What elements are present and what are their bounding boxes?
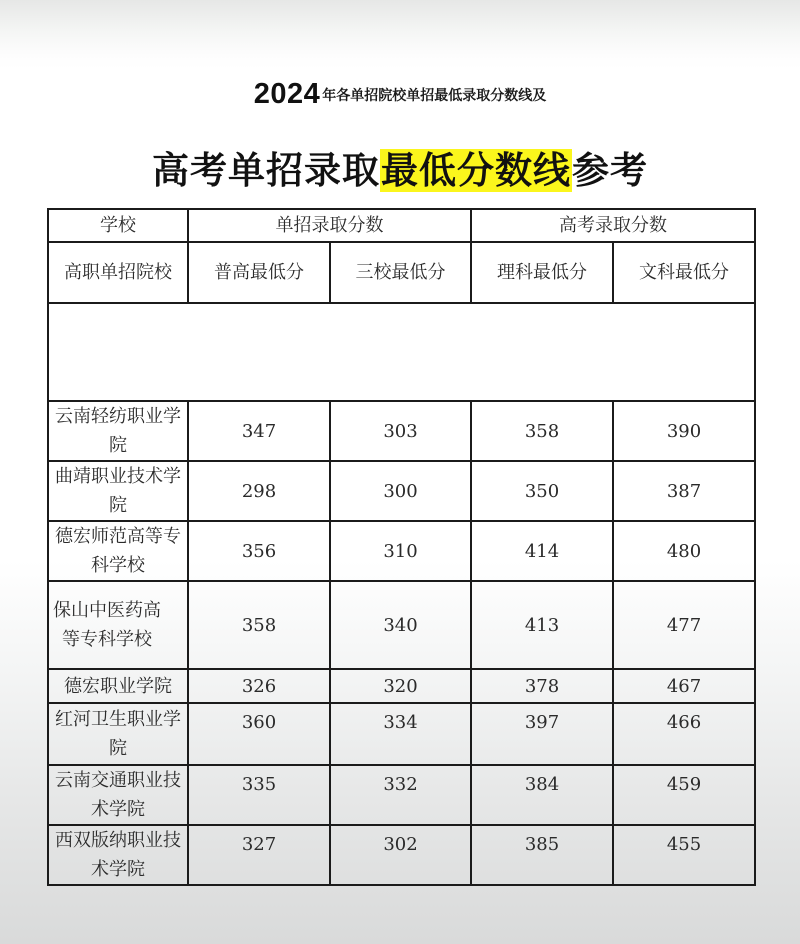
table-row [48,401,755,461]
science-min-score: 384 [471,765,613,825]
three-school-min-score: 334 [330,703,471,765]
general-min-score: 335 [188,765,330,825]
general-min-score: 358 [188,581,330,669]
liberal-min-score: 459 [613,765,755,825]
table-row [48,765,755,825]
empty-cell [48,303,755,401]
science-min-score: 350 [471,461,613,521]
liberal-min-score: 466 [613,703,755,765]
school-name: 德宏职业学院 [48,669,188,703]
table-row [48,461,755,521]
school-name: 西双版纳职业技术学院 [48,825,188,885]
science-min-score: 378 [471,669,613,703]
table-row [48,825,755,885]
science-min-score: 397 [471,703,613,765]
three-school-min-score: 332 [330,765,471,825]
school-name: 云南轻纺职业学院 [48,401,188,461]
title-highlighted-text: 最低分数线 [381,149,571,192]
header-school: 学校 [48,209,188,242]
header-single-admission-group: 单招录取分数 [188,209,471,242]
school-name: 曲靖职业技术学院 [48,461,188,521]
header-row-groups [48,209,755,242]
header-science-min: 理科最低分 [471,242,613,303]
table-row [48,669,755,703]
general-min-score: 326 [188,669,330,703]
science-min-score: 358 [471,401,613,461]
three-school-min-score: 310 [330,521,471,581]
general-min-score: 356 [188,521,330,581]
school-name: 红河卫生职业学院 [48,703,188,765]
table-row [48,521,755,581]
table-row [48,581,755,669]
header-liberal-min: 文科最低分 [613,242,755,303]
table-row [48,703,755,765]
school-name: 保山中医药高等专科学校 [48,581,188,669]
title-main-suffix: 参考 [572,149,648,192]
school-name: 云南交通职业技术学院 [48,765,188,825]
liberal-min-score: 390 [613,401,755,461]
science-min-score: 414 [471,521,613,581]
three-school-min-score: 320 [330,669,471,703]
header-gaokao-group: 高考录取分数 [471,209,755,242]
header-vocational-school: 高职单招院校 [48,242,188,303]
liberal-min-score: 387 [613,461,755,521]
three-school-min-score: 302 [330,825,471,885]
school-name: 德宏师范高等专科学校 [48,521,188,581]
general-min-score: 327 [188,825,330,885]
header-general-min: 普高最低分 [188,242,330,303]
document-title-line1 [0,78,800,111]
general-min-score: 360 [188,703,330,765]
header-row-columns [48,242,755,303]
liberal-min-score: 455 [613,825,755,885]
three-school-min-score: 303 [330,401,471,461]
science-min-score: 413 [471,581,613,669]
score-table [47,208,756,886]
liberal-min-score: 467 [613,669,755,703]
document-title-line2 [0,140,800,194]
three-school-min-score: 340 [330,581,471,669]
title-year: 2024 [253,78,321,110]
title-subtitle: 年各单招院校单招最低录取分数线及 [322,87,547,104]
three-school-min-score: 300 [330,461,471,521]
general-min-score: 298 [188,461,330,521]
liberal-min-score: 480 [613,521,755,581]
liberal-min-score: 477 [613,581,755,669]
general-min-score: 347 [188,401,330,461]
science-min-score: 385 [471,825,613,885]
title-main-prefix: 高考单招录取 [152,149,380,192]
empty-row [48,303,755,401]
header-three-school-min: 三校最低分 [330,242,471,303]
